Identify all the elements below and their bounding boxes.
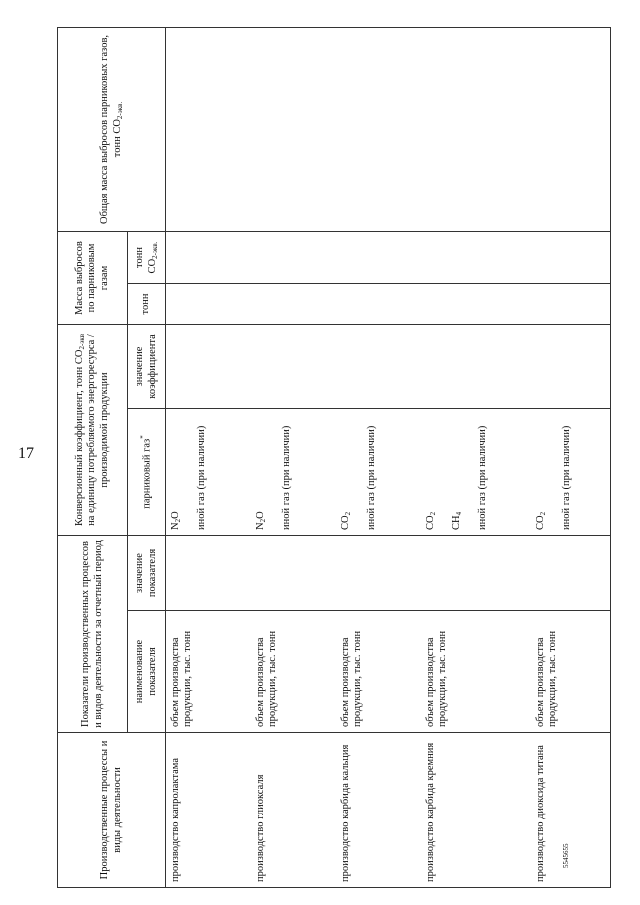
header-greenhouse-gas-text: парниковый газ [141,438,153,509]
gas-item [170,414,182,530]
gas-item [340,414,352,530]
indicator-value-cell [421,536,521,611]
gas-formula: CO [339,515,351,530]
spacer-cell [521,409,531,536]
indicator-value-cell [251,536,326,611]
gas-item [477,414,489,530]
table-row [251,27,326,887]
process-cell: производство диоксида титана [531,733,611,888]
table-row [336,27,411,887]
emissions-tonnes-cell [531,283,611,324]
spacer-cell [411,231,421,283]
header-tonnes-co2e-subscript: 2-экв. [150,241,159,259]
gas-formula: иной газ (при наличии) [476,425,488,530]
greenhouse-gas-cell [336,409,411,536]
emissions-co2e-cell [251,231,326,283]
document-id: 5545655 [562,843,570,868]
indicator-name-cell: объем производства продукции, тыс. тонн [421,611,521,733]
emissions-co2e-cell [336,231,411,283]
spacer-cell [411,536,421,611]
emissions-tonnes-cell [421,283,521,324]
indicator-name-cell: объем производства продукции, тыс. тонн [251,611,326,733]
spacer-cell [241,231,251,283]
header-coefficient-value: значение коэффициента [128,324,166,408]
emissions-co2e-cell [531,231,611,283]
spacer-cell [326,27,336,231]
gas-formula: CO [424,515,436,530]
process-cell: производство глиоксаля [251,733,326,888]
spacer-cell [241,733,251,888]
greenhouse-gas-cell [166,409,241,536]
gas-formula-tail: O [254,511,266,519]
row-spacer [326,27,336,887]
gas-item [255,414,267,530]
header-emissions-by-gas: Масса выбросов по парниковым газам [58,231,128,324]
emissions-table [57,27,611,888]
greenhouse-gas-cell [421,409,521,536]
spacer-cell [326,409,336,536]
spacer-cell [326,733,336,888]
coefficient-value-cell [251,324,326,408]
indicator-value-cell [166,536,241,611]
gas-item [366,414,378,530]
gas-subscript: 2 [428,511,437,516]
emissions-co2e-cell [166,231,241,283]
spacer-cell [411,733,421,888]
gas-subscript: 2 [174,518,182,523]
process-cell: производство капролактама [166,733,241,888]
header-greenhouse-gas [128,409,166,536]
coefficient-value-cell [166,324,241,408]
header-indicator-name: наименование показателя [128,611,166,733]
emissions-tonnes-cell [336,283,411,324]
table-row [531,27,611,887]
header-coefficient-text-a: Конверсионный коэффициент, тонн CO [74,349,86,527]
table-row [421,27,521,887]
gas-subscript: 2 [538,511,547,516]
spacer-cell [326,611,336,733]
header-indicators: Показатели производственных процессов и видов деятельности за отчетный период [58,536,128,733]
spacer-cell [521,324,531,408]
greenhouse-gas-cell [531,409,611,536]
header-coefficient-subscript: 2-экв [78,333,87,350]
gas-formula: N [170,522,181,530]
header-total-emissions [58,27,166,231]
total-emissions-cell [336,27,411,231]
spacer-cell [521,733,531,888]
spacer-cell [521,231,531,283]
spacer-cell [241,611,251,733]
indicator-value-cell [336,536,411,611]
emissions-tonnes-cell [251,283,326,324]
header-total-text: Общая масса выбросов парниковых газов, тонн CO [99,34,123,225]
header-indicator-value: значение показателя [128,536,166,611]
header-process: Производственные процессы и виды деятельности [58,733,166,888]
spacer-cell [241,27,251,231]
spacer-cell [411,324,421,408]
greenhouse-gas-cell [251,409,326,536]
indicator-name-cell: объем производства продукции, тыс. тонн [166,611,241,733]
coefficient-value-cell [336,324,411,408]
gas-formula: иной газ (при наличии) [196,425,208,530]
header-tonnes-co2e-text: тонн CO [134,247,158,274]
emissions-co2e-cell [421,231,521,283]
gas-formula: иной газ (при наличии) [365,425,377,530]
spacer-cell [521,611,531,733]
indicator-name-cell: объем производства продукции, тыс. тонн [531,611,611,733]
process-cell: производство карбида кальция [336,733,411,888]
spacer-cell [326,324,336,408]
spacer-cell [326,231,336,283]
total-emissions-cell [251,27,326,231]
gas-formula: N [254,522,266,530]
indicator-value-cell [531,536,611,611]
total-emissions-cell [531,27,611,231]
header-tonnes-co2e [128,231,166,283]
coefficient-value-cell [531,324,611,408]
spacer-cell [521,27,531,231]
indicator-name-cell: объем производства продукции, тыс. тонн [336,611,411,733]
total-emissions-cell [421,27,521,231]
gas-subscript: 2 [258,518,267,523]
process-cell: производство карбида кремния [421,733,521,888]
header-conversion-coefficient [58,324,128,535]
table-row [166,27,241,887]
rotated-emissions-table-page [57,28,577,888]
spacer-cell [241,536,251,611]
spacer-cell [411,611,421,733]
spacer-cell [521,536,531,611]
spacer-cell [326,283,336,324]
page-number: 17 [18,445,34,462]
gas-item [281,414,293,530]
emissions-tonnes-cell [166,283,241,324]
spacer-cell [241,324,251,408]
table-body [166,27,611,887]
gas-item [196,414,208,530]
header-tonnes: тонн [128,283,166,324]
spacer-cell [326,536,336,611]
spacer-cell [241,409,251,536]
gas-formula: иной газ (при наличии) [560,425,572,530]
total-emissions-cell [166,27,241,231]
gas-item [451,414,463,530]
gas-formula: CO [534,515,546,530]
header-total-subscript: 2-экв. [115,101,124,120]
spacer-cell [411,283,421,324]
row-spacer [521,27,531,887]
gas-item [425,414,437,530]
spacer-cell [241,283,251,324]
spacer-cell [521,283,531,324]
gas-formula: CH [450,515,462,530]
row-spacer [411,27,421,887]
footnote-marker: * [139,435,148,439]
coefficient-value-cell [421,324,521,408]
gas-formula: иной газ (при наличии) [280,425,292,530]
spacer-cell [411,409,421,536]
spacer-cell [411,27,421,231]
gas-item [561,414,573,530]
row-spacer [241,27,251,887]
gas-subscript: 2 [343,511,352,516]
gas-item [535,414,547,530]
gas-subscript: 4 [454,511,463,516]
gas-formula-tail: O [170,511,181,519]
header-coefficient-text-b: на единицу потребляемого энергоресурса / производимой продукции [86,334,110,526]
